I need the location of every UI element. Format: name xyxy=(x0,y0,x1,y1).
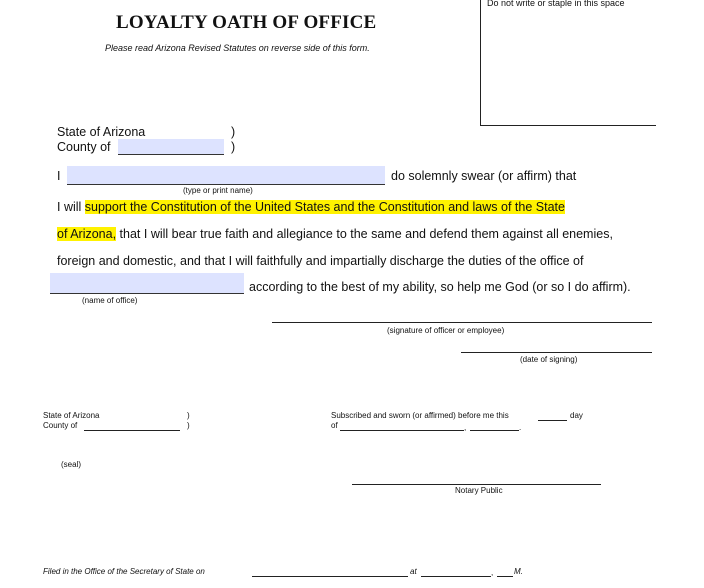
signing-date-label: (date of signing) xyxy=(520,355,578,364)
venue-paren-2: ) xyxy=(231,140,236,154)
oath-line-2-highlight: of Arizona, xyxy=(57,227,117,241)
notary-state-label: State of Arizona xyxy=(43,411,100,420)
page-title: LOYALTY OATH OF OFFICE xyxy=(116,12,377,33)
oath-line-1 xyxy=(57,200,565,214)
notary-signature-line[interactable] xyxy=(352,484,601,485)
oath-line-1-prefix: I will xyxy=(57,200,85,214)
subscribed-text: Subscribed and sworn (or affirmed) before me this xyxy=(331,411,509,420)
filed-text: Filed in the Office of the Secretary of State on xyxy=(43,567,205,576)
filed-ampm-line[interactable] xyxy=(497,576,513,577)
staple-box xyxy=(480,0,656,126)
oath-line-2 xyxy=(57,227,613,241)
officer-name-field[interactable] xyxy=(67,166,385,185)
notary-county-label: County of xyxy=(43,421,78,430)
notary-paren-2: ) xyxy=(187,421,190,430)
notary-public-label: Notary Public xyxy=(455,486,503,495)
page-subtitle: Please read Arizona Revised Statutes on reverse side of this form. xyxy=(105,43,370,53)
office-name-field[interactable] xyxy=(50,273,244,294)
oath-line-2-rest: that I will bear true faith and allegiance to the same and defend them against all enemies, xyxy=(116,227,613,241)
oath-swear-text: do solemnly swear (or affirm) that xyxy=(391,169,577,183)
filed-at-label: at xyxy=(410,567,417,576)
signing-date-line[interactable] xyxy=(461,352,652,353)
month-comma: , xyxy=(464,423,467,432)
officer-signature-label: (signature of officer or employee) xyxy=(387,326,505,335)
oath-line-4: according to the best of my ability, so help me God (or so I do affirm). xyxy=(249,280,631,294)
notary-paren-1: ) xyxy=(187,411,190,420)
notary-county-line[interactable] xyxy=(84,430,180,431)
venue-state-label: State of Arizona xyxy=(57,125,146,139)
filed-m-label: M. xyxy=(514,567,523,576)
venue-paren-1: ) xyxy=(231,125,236,139)
office-hint: (name of office) xyxy=(82,296,138,305)
oath-i-label: I xyxy=(57,169,61,183)
year-line[interactable] xyxy=(470,430,519,431)
filed-date-line[interactable] xyxy=(252,576,408,577)
month-line[interactable] xyxy=(340,430,464,431)
filed-comma: , xyxy=(491,568,494,577)
oath-line-3: foreign and domestic, and that I will faithfully and impartially discharge the duties of the office of xyxy=(57,254,584,268)
name-hint: (type or print name) xyxy=(183,186,253,195)
day-label: day xyxy=(570,411,583,420)
filed-time-line[interactable] xyxy=(421,576,491,577)
venue-county-label: County of xyxy=(57,140,111,154)
staple-box-label: Do not write or staple in this space xyxy=(487,0,625,8)
day-line[interactable] xyxy=(538,420,567,421)
oath-line-1-highlight: support the Constitution of the United States and the Constitution and laws of the State xyxy=(84,200,565,214)
county-field[interactable] xyxy=(118,139,224,155)
year-period: . xyxy=(519,423,522,432)
officer-signature-line[interactable] xyxy=(272,322,652,323)
of-label: of xyxy=(331,421,338,430)
seal-label: (seal) xyxy=(61,460,82,469)
